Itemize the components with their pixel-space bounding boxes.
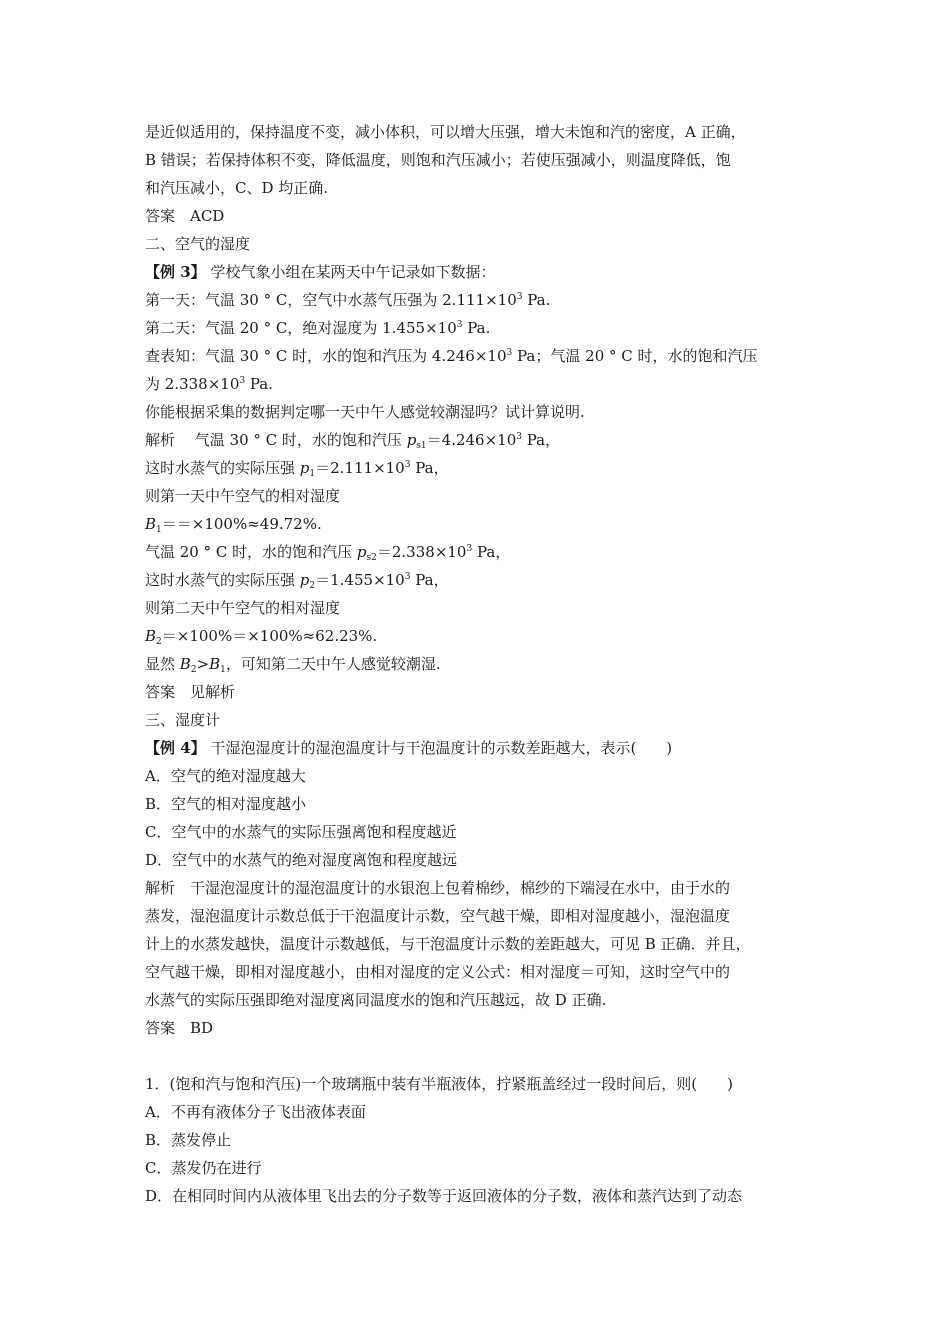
- text-part: Pa，: [522, 431, 561, 449]
- variable: B: [145, 515, 157, 533]
- solution-line: 则第一天中午空气的相对湿度: [145, 487, 341, 505]
- subscript: 1: [220, 665, 226, 675]
- formula-text: ＝×100%＝×100%≈62.23%.: [161, 627, 378, 645]
- exponent: 3: [404, 572, 411, 582]
- formula-text: ＝＝×100%≈49.72%.: [161, 515, 322, 533]
- example-text: 学校气象小组在某两天中午记录如下数据：: [205, 263, 496, 281]
- subscript: 2: [190, 665, 197, 675]
- solution-line: [145, 650, 817, 678]
- text-part: 这时水蒸气的实际压强: [145, 459, 300, 477]
- exponent: 3: [516, 292, 523, 302]
- option-a: A．不再有液体分子飞出液体表面: [145, 1103, 366, 1121]
- text-part: 解析 气温 30 ° C 时，水的饱和汽压: [145, 431, 407, 449]
- answer-line: 答案 ACD: [145, 207, 225, 225]
- solution-line: 解析 干湿泡湿度计的湿泡温度计的水银泡上包着棉纱，棉纱的下端浸在水中，由于水的: [145, 879, 731, 897]
- text-part: 这时水蒸气的实际压强: [145, 571, 300, 589]
- subscript: s2: [366, 553, 377, 563]
- text-part: Pa，: [410, 459, 449, 477]
- text-part: ＝2.338×10: [376, 543, 467, 561]
- comparison: >: [196, 655, 210, 673]
- exponent: 3: [239, 376, 246, 386]
- text-part: Pa.: [245, 375, 274, 393]
- option-b: B．空气的相对湿度越小: [145, 795, 307, 813]
- answer-line: 答案 见解析: [145, 683, 236, 701]
- variable: B: [209, 655, 221, 673]
- variable: B: [145, 627, 157, 645]
- solution-line: 空气越干燥，即相对湿度越小，由相对湿度的定义公式：相对湿度＝可知，这时空气中的: [145, 963, 731, 981]
- solution-line: 蒸发，湿泡温度计示数总低于干泡温度计示数，空气越干燥，即相对湿度越小，湿泡温度: [145, 907, 731, 925]
- answer-line: 答案 BD: [145, 1019, 214, 1037]
- subscript: 1: [309, 469, 316, 479]
- variable: p: [356, 543, 367, 561]
- option-d: D．在相同时间内从液体里飞出去的分子数等于返回液体的分子数，液体和蒸汽达到了动态: [145, 1187, 743, 1205]
- text-part: 气温 20 ° C 时，水的饱和汽压: [145, 543, 357, 561]
- exponent: 3: [466, 544, 473, 554]
- spacer: [145, 1042, 817, 1070]
- option-c: C．蒸发仍在进行: [145, 1159, 262, 1177]
- text-part: 第二天：气温 20 ° C，绝对湿度为 1.455×10: [145, 319, 457, 337]
- exponent: 3: [456, 320, 463, 330]
- subscript: 2: [156, 637, 162, 647]
- subscript: 2: [309, 581, 316, 591]
- text-part: Pa；气温 20 ° C 时，水的饱和汽压: [512, 347, 758, 365]
- solution-line: 则第二天中午空气的相对湿度: [145, 599, 341, 617]
- exponent: 3: [506, 348, 513, 358]
- solution-line: 水蒸气的实际压强即绝对湿度离同温度水的饱和汽压越远，故 D 正确.: [145, 991, 607, 1009]
- text-part: Pa.: [522, 291, 551, 309]
- text-line: [145, 342, 817, 370]
- solution-line: 计上的水蒸发越快，温度计示数越低，与干泡温度计示数的差距越大，可见 B 正确．并且，: [145, 935, 751, 953]
- example-text: 干湿泡湿度计的湿泡温度计与干泡温度计的示数差距越大，表示( ): [205, 739, 673, 757]
- exponent: 3: [516, 432, 522, 442]
- variable: p: [299, 571, 310, 589]
- question-line: 你能根据采集的数据判定哪一天中午人感觉较潮湿吗？试计算说明.: [145, 403, 585, 421]
- question-line: 1．(饱和汽与饱和汽压)一个玻璃瓶中装有半瓶液体，拧紧瓶盖经过一段时间后，则( ): [145, 1075, 733, 1093]
- solution-line: [145, 454, 817, 482]
- text-part: Pa，: [410, 571, 449, 589]
- example-tag: 【例 3】: [145, 263, 206, 281]
- solution-line: [145, 426, 817, 454]
- text-line: 是近似适用的，保持温度不变，减小体积，可以增大压强，增大未饱和汽的密度，A 正确，: [145, 123, 746, 141]
- option-d: D．空气中的水蒸气的绝对湿度离饱和程度越远: [145, 851, 458, 869]
- text-line: 和汽压减小，C、D 均正确.: [145, 179, 329, 197]
- text-part: Pa.: [462, 319, 491, 337]
- text-part: ＝4.246×10: [426, 431, 517, 449]
- variable: p: [406, 431, 417, 449]
- text-part: ＝1.455×10: [315, 571, 405, 589]
- solution-line: [145, 566, 817, 594]
- text-line: B 错误；若保持体积不变，降低温度，则饱和汽压减小；若使压强减小，则温度降低，饱: [145, 151, 731, 169]
- variable: B: [179, 655, 191, 673]
- variable: p: [299, 459, 310, 477]
- text-part: 为 2.338×10: [145, 375, 240, 393]
- example-heading: [145, 258, 817, 286]
- section-heading: 三、湿度计: [145, 711, 221, 729]
- option-c: C．空气中的水蒸气的实际压强离饱和程度越近: [145, 823, 457, 841]
- text-part: ＝2.111×10: [315, 459, 405, 477]
- text-part: ，可知第二天中午人感觉较潮湿.: [225, 655, 441, 673]
- text-line: [145, 286, 817, 314]
- text-line: [145, 314, 817, 342]
- text-part: 查表知：气温 30 ° C 时，水的饱和汽压为 4.246×10: [145, 347, 507, 365]
- option-b: B．蒸发停止: [145, 1131, 232, 1149]
- formula-line: [145, 510, 817, 538]
- text-part: 显然: [145, 655, 180, 673]
- text-line: [145, 370, 817, 398]
- subscript: 1: [156, 525, 162, 535]
- solution-line: [145, 538, 817, 566]
- formula-line: [145, 622, 817, 650]
- exponent: 3: [404, 460, 411, 470]
- example-tag: 【例 4】: [145, 739, 206, 757]
- text-part: 第一天：气温 30 ° C，空气中水蒸气压强为 2.111×10: [145, 291, 517, 309]
- section-heading: 二、空气的湿度: [145, 235, 251, 253]
- subscript: s1: [416, 441, 427, 451]
- example-heading: [145, 734, 817, 762]
- option-a: A．空气的绝对湿度越大: [145, 767, 306, 785]
- document-page: [145, 118, 817, 1210]
- text-part: Pa，: [472, 543, 511, 561]
